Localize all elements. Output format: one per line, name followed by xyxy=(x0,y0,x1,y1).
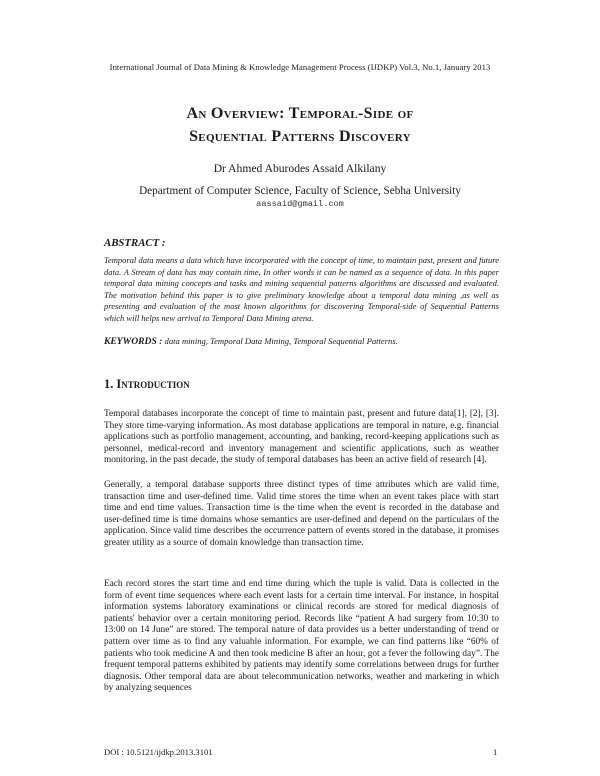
abstract-text: Temporal data means a data which have incorporated with the concept of time, to maintain past, present and future data. A Stream of data has may contain time, In other words it can be named as a sequence of data. In this paper temporal data mining concepts and tasks and mining sequential patterns algorithms are discussed and evaluated. The motivation behind this paper is to give preliminary knowledge about a temporal data mining ,as well as presenting and evaluation of the most known algorithms for discovering Temporal-side of Sequential Patterns which will helps new arrival to Temporal Data Mining arena. xyxy=(104,255,499,323)
author-email[interactable]: aassaid@gmail.com xyxy=(256,199,344,209)
journal-header: International Journal of Data Mining & Knowledge Management Process (IJDKP) Vol.3, No.1, January 2013 xyxy=(109,62,491,72)
doi-footer: DOI : 10.5121/ijdkp.2013.3101 xyxy=(104,747,213,757)
paragraph: Temporal databases incorporate the concept of time to maintain past, present and future data[1], [2], [3]. They store time-varying information. As most database applications are temporal in nature, e.g. financial applications such as portfolio management, accounting, and banking, record-keeping applications such as personnel, medical-record and inventory management and scientific applications, such as weather monitoring. in the past decade, the study of temporal databases has been an active field of research [4]. xyxy=(104,409,499,466)
section-heading-introduction: 1. Introduction xyxy=(104,377,190,391)
keywords xyxy=(104,336,499,347)
keywords-label: KEYWORDS : xyxy=(104,336,163,347)
paper-title xyxy=(0,102,600,148)
author-affiliation: Department of Computer Science, Faculty of Science, Sebha University xyxy=(139,185,461,197)
keywords-text: data mining, Temporal Data Mining, Temporal Sequential Patterns. xyxy=(162,336,398,346)
author-name: Dr Ahmed Aburodes Assaid Alkilany xyxy=(213,162,387,175)
abstract-heading: ABSTRACT : xyxy=(104,237,166,249)
title-line-2: Sequential Patterns Discovery xyxy=(189,128,411,145)
paragraph: Each record stores the start time and end time during which the tuple is valid. Data is collected in the form of event time sequences where each event lasts for a certain time interval. For instance, in hospital information systems laboratory examinations or clinical records are stored for medical diagnosis of patients' behavior over a certain monitoring period. Records like “patient A had surgery from 10:30 to 13:00 on 14 June” are stored. The temporal nature of data provides us a better understanding of trend or pattern over time as to find any valuable information. For example, we can find patterns like “60% of patients who took medicine A and then took medicine B after an hour, got a fever the following day”. The frequent temporal patterns exhibited by patients may identify some correlations between drugs for further diagnosis. Other temporal data are about telecommunication networks, weather and marketing in which by analyzing sequences xyxy=(104,579,499,694)
page-number: 1 xyxy=(493,747,498,757)
paragraph: Generally, a temporal database supports three distinct types of time attributes which are valid time, transaction time and user-defined time. Valid time stores the time when an event takes place with start time and end time values. Transaction time is the time when the event is recorded in the database and user-defined time is time domains whose semantics are user-defined and depend on the particulars of the application. Since valid time describes the occurrence pattern of events stored in the database, it promises greater utility as a source of domain knowledge than transaction time. xyxy=(104,480,499,548)
title-line-1: An Overview: Temporal-Side of xyxy=(186,105,414,122)
